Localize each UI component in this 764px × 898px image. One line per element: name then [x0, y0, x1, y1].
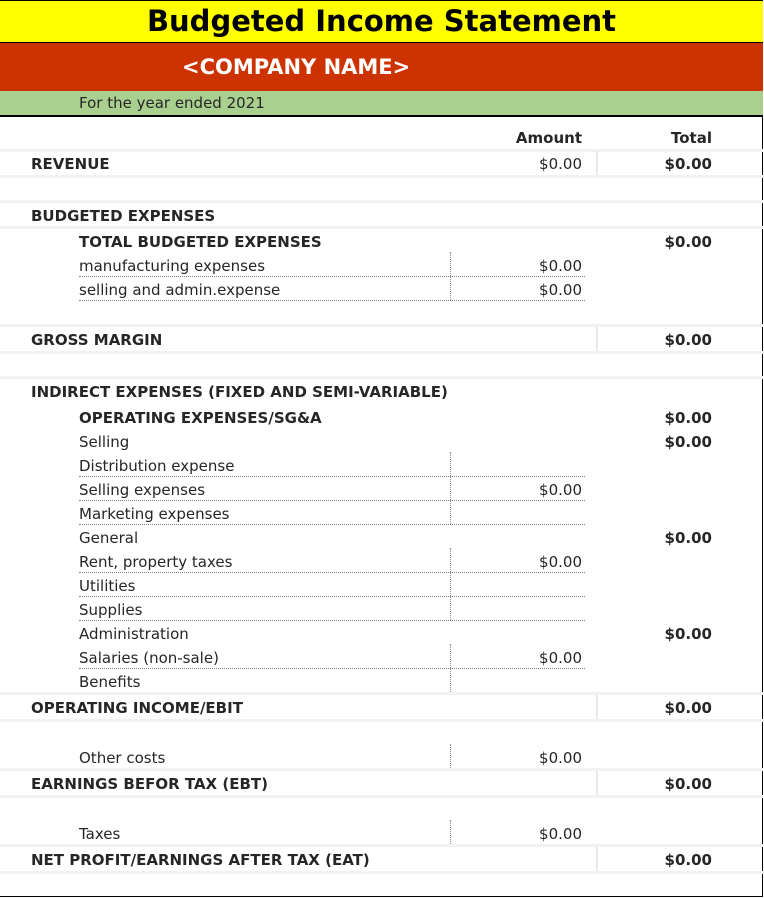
revenue-cell-border [596, 151, 598, 175]
row-dotted-line [79, 572, 585, 573]
statement-title: Budgeted Income Statement [146, 4, 617, 38]
blank-divider-1 [0, 200, 763, 203]
rent-property-taxes-amount[interactable]: $0.00 [539, 553, 582, 571]
manufacturing-expenses-label: manufacturing expenses [79, 257, 266, 275]
selling-admin-expense-amount[interactable]: $0.00 [539, 281, 582, 299]
general-group-total[interactable]: $0.00 [664, 529, 712, 547]
column-dotted-line [450, 252, 451, 300]
column-dotted-line [450, 644, 451, 692]
selling-expenses-label: Selling expenses [79, 481, 206, 499]
ebt-divider [0, 795, 763, 798]
revenue-total[interactable]: $0.00 [664, 155, 712, 173]
row-dotted-line [79, 668, 585, 669]
revenue-label: REVENUE [31, 155, 110, 173]
operating-income-divider [0, 719, 763, 722]
other-costs-label: Other costs [79, 749, 166, 767]
administration-group-label: Administration [79, 625, 189, 643]
gross-margin-total[interactable]: $0.00 [664, 331, 712, 349]
budgeted-divider [0, 226, 763, 229]
ebt-label: EARNINGS BEFOR TAX (EBT) [31, 775, 268, 793]
general-group-label: General [79, 529, 139, 547]
row-dotted-line [79, 500, 585, 501]
company-name[interactable]: <COMPANY NAME> [182, 55, 411, 79]
net-profit-cell-border [596, 847, 598, 871]
operating-expenses-total[interactable]: $0.00 [664, 409, 712, 427]
total-budgeted-expenses-value[interactable]: $0.00 [664, 233, 712, 251]
other-costs-amount[interactable]: $0.00 [539, 749, 582, 767]
administration-group-total[interactable]: $0.00 [664, 625, 712, 643]
selling-group-total[interactable]: $0.00 [664, 433, 712, 451]
taxes-amount[interactable]: $0.00 [539, 825, 582, 843]
gross-margin-cell-border [596, 327, 598, 351]
net-profit-divider [0, 871, 763, 874]
taxes-divider [0, 844, 763, 847]
ebt-total[interactable]: $0.00 [664, 775, 712, 793]
blank-divider-3 [0, 376, 763, 379]
salaries-amount[interactable]: $0.00 [539, 649, 582, 667]
row-dotted-line [79, 276, 585, 277]
supplies-label: Supplies [79, 601, 143, 619]
company-band [0, 43, 763, 91]
row-dotted-line [79, 300, 585, 301]
manufacturing-expenses-amount[interactable]: $0.00 [539, 257, 582, 275]
salaries-label: Salaries (non-sale) [79, 649, 219, 667]
benefits-label: Benefits [79, 673, 141, 691]
column-dotted-line [450, 452, 451, 524]
marketing-expenses-label: Marketing expenses [79, 505, 230, 523]
ebt-cell-border [596, 771, 598, 795]
total-budgeted-expenses-label: TOTAL BUDGETED EXPENSES [79, 233, 322, 251]
distribution-expense-label: Distribution expense [79, 457, 235, 475]
title-band [0, 0, 763, 43]
operating-expenses-label: OPERATING EXPENSES/SG&A [79, 409, 322, 427]
row-dotted-line [79, 596, 585, 597]
column-dotted-line [450, 820, 451, 844]
rent-property-taxes-label: Rent, property taxes [79, 553, 233, 571]
budgeted-expenses-label: BUDGETED EXPENSES [31, 207, 216, 225]
selling-admin-expense-label: selling and admin.expense [79, 281, 281, 299]
operating-income-label: OPERATING INCOME/EBIT [31, 699, 243, 717]
utilities-label: Utilities [79, 577, 136, 595]
net-profit-label: NET PROFIT/EARNINGS AFTER TAX (EAT) [31, 851, 370, 869]
net-profit-total[interactable]: $0.00 [664, 851, 712, 869]
revenue-divider [0, 175, 763, 178]
total-column-header: Total [671, 129, 712, 147]
operating-income-total[interactable]: $0.00 [664, 699, 712, 717]
period-label[interactable]: For the year ended 2021 [79, 94, 265, 112]
column-dotted-line [450, 548, 451, 620]
operating-income-cell-border [596, 695, 598, 719]
amount-column-header: Amount [515, 129, 582, 147]
header-divider [0, 149, 763, 152]
period-band [0, 91, 763, 117]
row-dotted-line [79, 476, 585, 477]
indirect-divider [0, 692, 763, 695]
selling-group-label: Selling [79, 433, 130, 451]
blank-divider-2 [0, 324, 763, 327]
indirect-expenses-label: INDIRECT EXPENSES (FIXED AND SEMI-VARIABLE) [31, 383, 448, 401]
selling-expenses-amount[interactable]: $0.00 [539, 481, 582, 499]
gross-margin-divider [0, 351, 763, 354]
revenue-amount[interactable]: $0.00 [539, 155, 582, 173]
other-costs-divider [0, 768, 763, 771]
taxes-label: Taxes [79, 825, 121, 843]
row-dotted-line [79, 620, 585, 621]
gross-margin-label: GROSS MARGIN [31, 331, 163, 349]
row-dotted-line [79, 524, 585, 525]
column-dotted-line [450, 744, 451, 768]
